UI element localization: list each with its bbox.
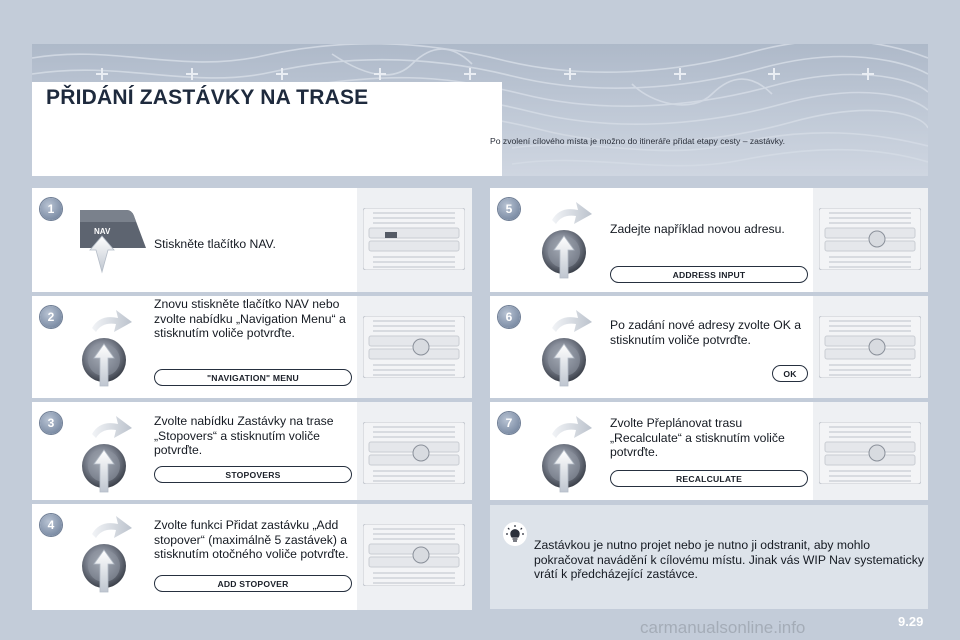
ok-button[interactable]: OK — [772, 365, 808, 382]
device-thumbnail — [357, 296, 472, 398]
page-number: 9.29 — [898, 614, 924, 629]
device-thumbnail — [813, 402, 928, 500]
step-text: Zvolte nabídku Zastávky na trase „Stopovers“ a stisknutím voliče potvrďte. — [154, 414, 334, 457]
step-text: Zvolte funkci Přidat zastávku „Add stopover“ (maximálně 5 zastávek) a stisknutím otočného voliče potvrďte. — [154, 518, 349, 561]
add-stopover-button[interactable]: ADD STOPOVER — [154, 575, 352, 592]
rotary-knob-icon — [70, 512, 140, 596]
step-number-badge: 3 — [40, 412, 62, 434]
step-text: Po zadání nové adresy zvolte OK a stisknutím voliče potvrďte. — [610, 318, 802, 347]
page-title: PŘIDÁNÍ ZASTÁVKY NA TRASE — [46, 86, 369, 109]
step-number-badge: 1 — [40, 198, 62, 220]
rotary-knob-icon — [70, 412, 140, 496]
rotary-knob-icon — [70, 306, 140, 390]
step-text: Zadejte například novou adresu. — [610, 222, 785, 236]
step-number-badge: 2 — [40, 306, 62, 328]
step-number-badge: 5 — [498, 198, 520, 220]
rotary-knob-icon — [530, 306, 600, 390]
header-banner — [32, 44, 928, 176]
step-number-badge: 7 — [498, 412, 520, 434]
watermark: carmanualsonline.info — [640, 618, 806, 637]
step-text: Znovu stiskněte tlačítko NAV nebo zvolte nabídku „Navigation Menu“ a stisknutím voliče potvrďte. — [154, 297, 346, 340]
stopovers-button[interactable]: STOPOVERS — [154, 466, 352, 483]
rotary-knob-icon — [530, 412, 600, 496]
device-thumbnail — [357, 402, 472, 500]
step-text: Stiskněte tlačítko NAV. — [154, 237, 276, 251]
svg-text:NAV: NAV — [94, 227, 111, 236]
nav-key-icon — [72, 204, 152, 274]
device-thumbnail — [813, 296, 928, 398]
intro-text: Po zvolení cílového místa je možno do itineráře přidat etapy cesty – zastávky. — [490, 136, 786, 146]
navigation-menu-button[interactable]: "NAVIGATION" MENU — [154, 369, 352, 386]
device-thumbnail — [357, 504, 472, 610]
step-number-badge: 4 — [40, 514, 62, 536]
recalculate-button[interactable]: RECALCULATE — [610, 470, 808, 487]
step-number-badge: 6 — [498, 306, 520, 328]
device-thumbnail — [813, 188, 928, 292]
rotary-knob-icon — [530, 198, 600, 282]
tip-text: Zastávkou je nutno projet nebo je nutno ji odstranit, aby mohlo pokračovat navádění k cílovému místu. Jinak vás WIP Nav systematicky vrátí k předcházející zastávce. — [534, 538, 924, 581]
address-input-button[interactable]: ADDRESS INPUT — [610, 266, 808, 283]
device-thumbnail — [357, 188, 472, 292]
step-text: Zvolte Přeplánovat trasu „Recalculate“ a stisknutím voliče potvrďte. — [610, 416, 785, 459]
lightbulb-icon — [502, 521, 528, 547]
